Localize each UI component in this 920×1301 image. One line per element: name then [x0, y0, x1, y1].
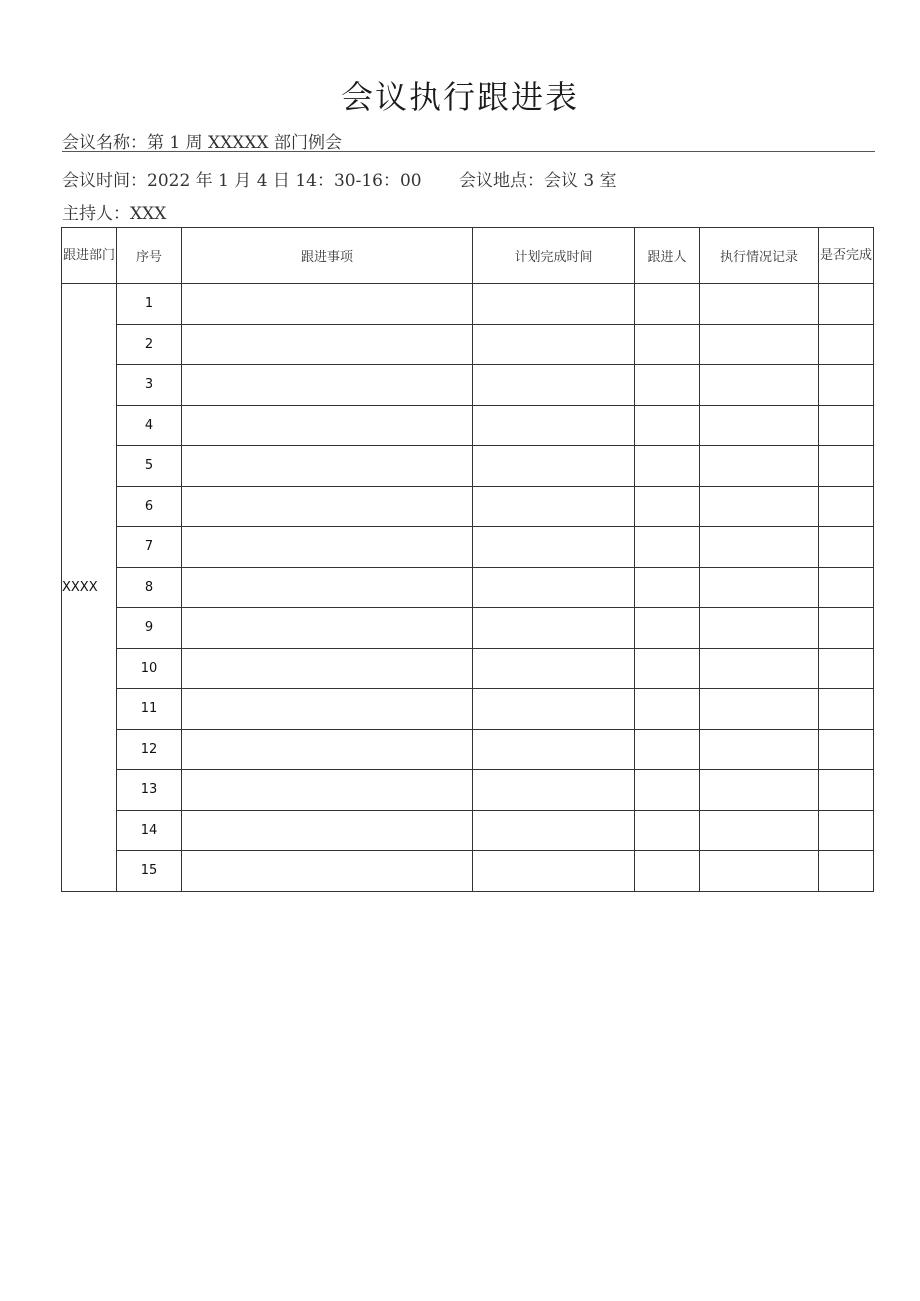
record-cell[interactable] — [700, 284, 819, 325]
done-cell[interactable] — [819, 810, 874, 851]
record-cell[interactable] — [700, 324, 819, 365]
item-cell[interactable] — [182, 365, 473, 406]
row-number: 6 — [117, 486, 182, 527]
person-cell[interactable] — [635, 405, 700, 446]
item-cell[interactable] — [182, 648, 473, 689]
table-row — [62, 446, 874, 487]
header-no: 序号 — [117, 228, 182, 284]
record-cell[interactable] — [700, 608, 819, 649]
person-cell[interactable] — [635, 608, 700, 649]
plan-time-cell[interactable] — [473, 365, 635, 406]
dept-cell: XXXX — [62, 284, 117, 892]
meeting-name: 会议名称：第 1 周 XXXXX 部门例会 — [62, 133, 342, 153]
done-cell[interactable] — [819, 851, 874, 892]
row-number: 15 — [117, 851, 182, 892]
table-row — [62, 527, 874, 568]
item-cell[interactable] — [182, 567, 473, 608]
item-cell[interactable] — [182, 486, 473, 527]
record-cell[interactable] — [700, 486, 819, 527]
table-row — [62, 365, 874, 406]
meeting-place: 会议地点：会议 3 室 — [459, 171, 617, 191]
row-number: 12 — [117, 729, 182, 770]
done-cell[interactable] — [819, 527, 874, 568]
record-cell[interactable] — [700, 729, 819, 770]
record-cell[interactable] — [700, 689, 819, 730]
done-cell[interactable] — [819, 648, 874, 689]
plan-time-cell[interactable] — [473, 729, 635, 770]
page-title: 会议执行跟进表 — [340, 78, 579, 116]
row-number: 9 — [117, 608, 182, 649]
plan-time-cell[interactable] — [473, 486, 635, 527]
done-cell[interactable] — [819, 689, 874, 730]
item-cell[interactable] — [182, 729, 473, 770]
item-cell[interactable] — [182, 851, 473, 892]
row-number: 3 — [117, 365, 182, 406]
item-cell[interactable] — [182, 405, 473, 446]
record-cell[interactable] — [700, 770, 819, 811]
table-row — [62, 486, 874, 527]
person-cell[interactable] — [635, 689, 700, 730]
row-number: 10 — [117, 648, 182, 689]
person-cell[interactable] — [635, 648, 700, 689]
done-cell[interactable] — [819, 486, 874, 527]
done-cell[interactable] — [819, 324, 874, 365]
table-body — [62, 284, 874, 892]
person-cell[interactable] — [635, 446, 700, 487]
table-row — [62, 689, 874, 730]
person-cell[interactable] — [635, 770, 700, 811]
person-cell[interactable] — [635, 324, 700, 365]
done-cell[interactable] — [819, 770, 874, 811]
item-cell[interactable] — [182, 324, 473, 365]
table-row — [62, 770, 874, 811]
header-dept: 跟进部门 — [62, 228, 117, 284]
table-row — [62, 324, 874, 365]
row-number: 13 — [117, 770, 182, 811]
item-cell[interactable] — [182, 689, 473, 730]
plan-time-cell[interactable] — [473, 284, 635, 325]
row-number: 2 — [117, 324, 182, 365]
plan-time-cell[interactable] — [473, 648, 635, 689]
person-cell[interactable] — [635, 567, 700, 608]
item-cell[interactable] — [182, 810, 473, 851]
person-cell[interactable] — [635, 486, 700, 527]
record-cell[interactable] — [700, 446, 819, 487]
person-cell[interactable] — [635, 851, 700, 892]
item-cell[interactable] — [182, 608, 473, 649]
row-number: 11 — [117, 689, 182, 730]
table-row — [62, 567, 874, 608]
done-cell[interactable] — [819, 567, 874, 608]
plan-time-cell[interactable] — [473, 851, 635, 892]
item-cell[interactable] — [182, 770, 473, 811]
table-header-row — [62, 228, 874, 284]
plan-time-cell[interactable] — [473, 770, 635, 811]
table-row — [62, 405, 874, 446]
plan-time-cell[interactable] — [473, 689, 635, 730]
header-plan-time: 计划完成时间 — [473, 228, 635, 284]
header-record: 执行情况记录 — [700, 228, 819, 284]
row-number: 1 — [117, 284, 182, 325]
record-cell[interactable] — [700, 365, 819, 406]
item-cell[interactable] — [182, 446, 473, 487]
table-row — [62, 851, 874, 892]
table-row — [62, 729, 874, 770]
table-row — [62, 608, 874, 649]
record-cell[interactable] — [700, 567, 819, 608]
done-cell[interactable] — [819, 365, 874, 406]
table-row — [62, 810, 874, 851]
row-number: 4 — [117, 405, 182, 446]
record-cell[interactable] — [700, 810, 819, 851]
plan-time-cell[interactable] — [473, 567, 635, 608]
record-cell[interactable] — [700, 405, 819, 446]
header-person: 跟进人 — [635, 228, 700, 284]
tracking-table — [61, 227, 874, 892]
done-cell[interactable] — [819, 608, 874, 649]
item-cell[interactable] — [182, 527, 473, 568]
plan-time-cell[interactable] — [473, 446, 635, 487]
person-cell[interactable] — [635, 527, 700, 568]
record-cell[interactable] — [700, 851, 819, 892]
plan-time-cell[interactable] — [473, 405, 635, 446]
record-cell[interactable] — [700, 527, 819, 568]
person-cell[interactable] — [635, 365, 700, 406]
row-number: 5 — [117, 446, 182, 487]
header-done: 是否完成 — [819, 228, 874, 284]
done-cell[interactable] — [819, 405, 874, 446]
plan-time-cell[interactable] — [473, 810, 635, 851]
person-cell[interactable] — [635, 810, 700, 851]
table-row — [62, 284, 874, 325]
header-divider — [62, 151, 875, 152]
row-number: 14 — [117, 810, 182, 851]
plan-time-cell[interactable] — [473, 608, 635, 649]
item-cell[interactable] — [182, 284, 473, 325]
person-cell[interactable] — [635, 729, 700, 770]
table-row — [62, 648, 874, 689]
plan-time-cell[interactable] — [473, 527, 635, 568]
header-item: 跟进事项 — [182, 228, 473, 284]
person-cell[interactable] — [635, 284, 700, 325]
meeting-host: 主持人：XXX — [62, 204, 167, 224]
row-number: 7 — [117, 527, 182, 568]
meeting-time: 会议时间：2022 年 1 月 4 日 14：30-16：00 — [62, 171, 422, 191]
done-cell[interactable] — [819, 729, 874, 770]
done-cell[interactable] — [819, 446, 874, 487]
plan-time-cell[interactable] — [473, 324, 635, 365]
done-cell[interactable] — [819, 284, 874, 325]
row-number: 8 — [117, 567, 182, 608]
record-cell[interactable] — [700, 648, 819, 689]
